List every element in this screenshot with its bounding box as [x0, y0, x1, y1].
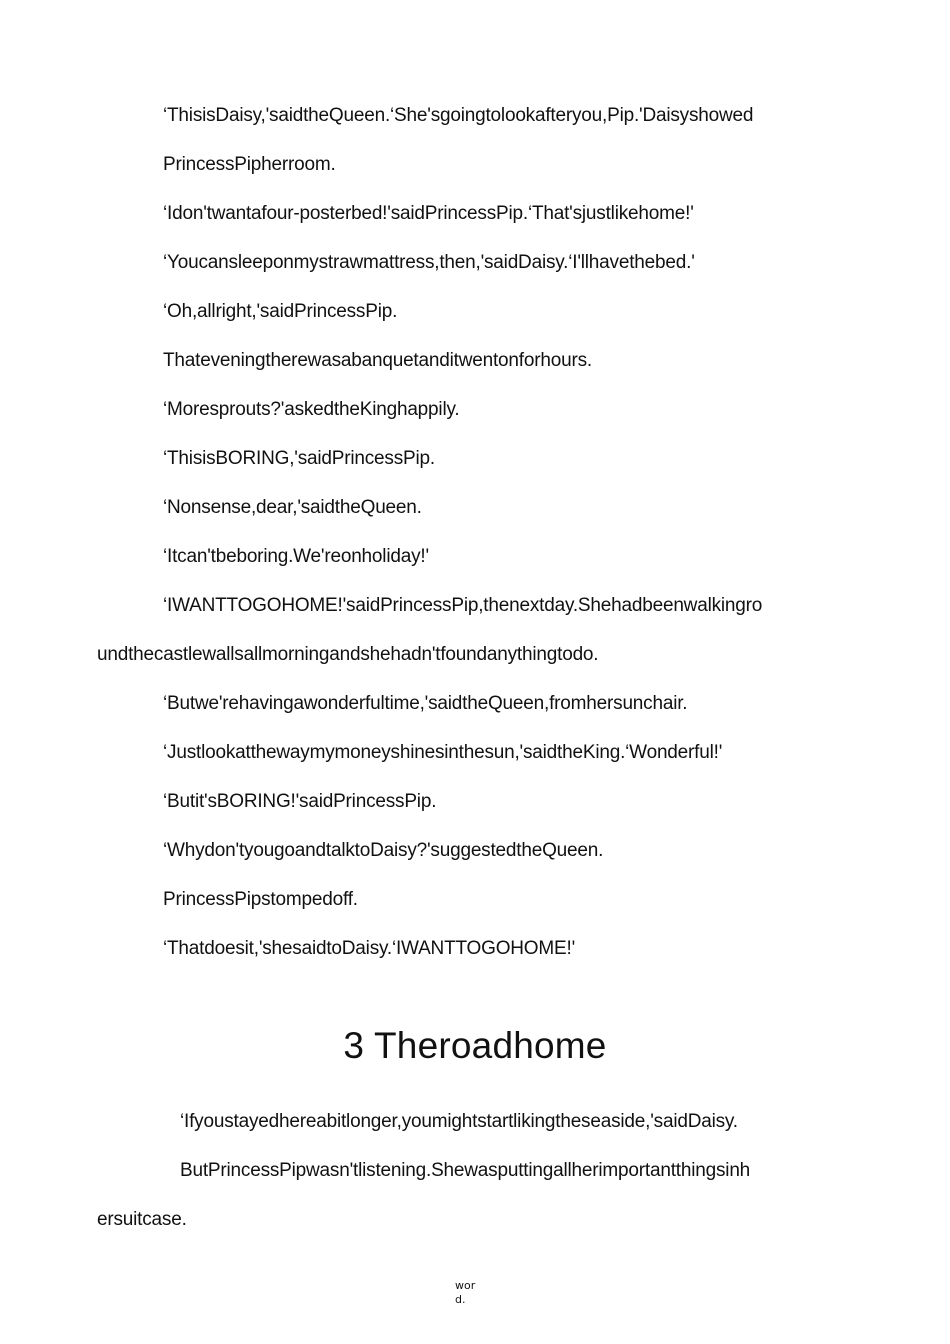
text-line: Thateveningtherewasabanquetanditwentonforhours. [163, 350, 592, 371]
text-line: PrincessPipstompedoff. [163, 889, 358, 910]
text-line: ‘ThisisBORING,'saidPrincessPip. [163, 448, 435, 469]
text-line: ‘Nonsense,dear,'saidtheQueen. [163, 497, 422, 518]
text-line: ‘Justlookatthewaymymoneyshinesinthesun,'saidtheKing.‘Wonderful!' [163, 742, 723, 763]
text-line: ersuitcase. [97, 1209, 187, 1230]
text-line: ‘Thatdoesit,'shesaidtoDaisy.‘IWANTTOGOHOME!' [163, 938, 575, 959]
text-line: ‘Butit'sBORING!'saidPrincessPip. [163, 791, 437, 812]
text-line: PrincessPipherroom. [163, 154, 336, 175]
text-line: ‘ThisisDaisy,'saidtheQueen.‘She'sgoingtolookafteryou,Pip.'Daisyshowed [163, 105, 754, 126]
text-line: undthecastlewallsallmorningandshehadn'tfoundanythingtodo. [97, 644, 599, 665]
footer-line: d. [455, 1293, 466, 1306]
text-line: ‘Moresprouts?'askedtheKinghappily. [163, 399, 460, 420]
text-line: ‘Oh,allright,'saidPrincessPip. [163, 301, 398, 322]
text-line: ‘IWANTTOGOHOME!'saidPrincessPip,thenextday.Shehadbeenwalkingro [163, 595, 763, 616]
text-line: ButPrincessPipwasn'tlistening.Shewasputtingallherimportantthingsinh [180, 1160, 751, 1181]
text-line: ‘Idon'twantafour-posterbed!'saidPrincessPip.‘That'sjustlikehome!' [163, 203, 694, 224]
text-line: ‘Whydon'tyougoandtalktoDaisy?'suggestedtheQueen. [163, 840, 604, 861]
text-line: ‘Youcansleeponmystrawmattress,then,'saidDaisy.‘I'llhavethebed.' [163, 252, 695, 273]
chapter-heading: 3 Theroadhome [343, 1025, 607, 1066]
text-line: ‘Butwe'rehavingawonderfultime,'saidtheQueen,fromhersunchair. [163, 693, 688, 714]
page-footer [455, 1279, 495, 1307]
text-line: ‘Itcan'tbeboring.We'reonholiday!' [163, 546, 429, 567]
footer-line: wor [455, 1279, 476, 1292]
text-line: ‘Ifyoustayedhereabitlonger,youmightstartlikingtheseaside,'saidDaisy. [180, 1111, 738, 1132]
